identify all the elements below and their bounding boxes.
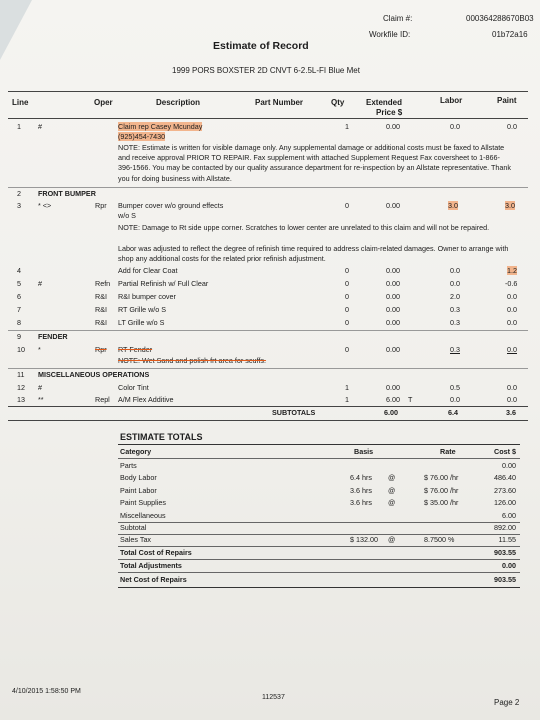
totals-row-miscellaneous (118, 511, 520, 522)
line-labor: 0.0 (450, 395, 460, 404)
section-rule (8, 330, 528, 331)
totals-rule (118, 572, 520, 573)
totals-rule (118, 559, 520, 560)
totals-header (118, 447, 520, 458)
line-description: RT Fender (118, 345, 153, 354)
at-sign: @ (388, 498, 396, 507)
totals-row-paint-supplies (118, 498, 520, 509)
oper-code: # (38, 122, 42, 131)
estimate-line-10 (0, 345, 540, 356)
cost: 6.00 (502, 511, 516, 520)
total-cost-row (118, 548, 520, 559)
workfile-id: 01b72a16 (492, 30, 528, 39)
rate: $ 76.00 /hr (424, 486, 459, 495)
estimate-line-13 (0, 395, 540, 406)
line-description: Bumper cover w/o ground effects (118, 201, 224, 210)
subtotal-bottom-rule (8, 420, 528, 421)
line-price: 0.00 (386, 201, 400, 210)
rate: $ 76.00 /hr (424, 473, 459, 482)
col-extended-price-2: Price $ (376, 108, 403, 117)
line-description: Partial Refinish w/ Full Clear (118, 279, 209, 288)
line-labor: 2.0 (450, 292, 460, 301)
line-number: 7 (17, 305, 21, 314)
line-price: 0.00 (386, 292, 400, 301)
line-description: Claim rep Casey Mcunday (118, 122, 203, 131)
note-wet-sand: NOTE: Wet Sand and polish frt area for scuffs. (118, 356, 266, 365)
line-number: 1 (17, 122, 21, 131)
cost: 11.55 (498, 535, 516, 544)
oper-code: * (38, 345, 41, 354)
line-price: 0.00 (386, 122, 400, 131)
basis: 3.6 hrs (350, 498, 372, 507)
cost: 486.40 (494, 473, 516, 482)
section-fender (0, 332, 540, 343)
subtotal-paint: 3.6 (506, 408, 516, 417)
estimate-line-5 (0, 279, 540, 290)
line-price: 6.00 (386, 395, 400, 404)
cost-header: Cost $ (494, 447, 516, 456)
basis: $ 132.00 (350, 535, 378, 544)
totals-row-parts (118, 461, 520, 472)
totals-header-rule (118, 458, 520, 459)
category-header: Category (120, 447, 152, 456)
line-price: 0.00 (386, 383, 400, 392)
subtotal-rule (8, 406, 528, 407)
total-adjustments-row (118, 561, 520, 572)
category: Paint Labor (120, 486, 157, 495)
total-cost-label: Total Cost of Repairs (120, 548, 192, 557)
category: Body Labor (120, 473, 157, 482)
totals-row-subtotal (118, 523, 520, 534)
totals-row-body-labor (118, 473, 520, 484)
at-sign: @ (388, 486, 396, 495)
line-labor: 3.0 (448, 201, 458, 210)
note-labor-adjusted: Labor was adjusted to reflect the degree of refinish time required to address claim-related damages. Owner to arrange with shop any additional costs for the related prior refinish adjustment. (118, 244, 509, 264)
section-label: FRONT BUMPER (38, 189, 96, 198)
col-description: Description (156, 98, 201, 107)
note-damage-rt-side: NOTE: Damage to Rt side uppe corner. Scratches to lower center are unrelated to this claim and will not be repaired. (118, 223, 490, 232)
line-price: 0.00 (386, 279, 400, 288)
category: Sales Tax (120, 535, 152, 544)
line-qty: 1 (345, 122, 349, 131)
oper-type: R&I (95, 292, 107, 301)
category: Subtotal (120, 523, 147, 532)
line-description: Add for Clear Coat (118, 266, 178, 275)
totals-bottom-rule (118, 587, 520, 588)
col-paint: Paint (497, 96, 517, 105)
col-labor: Labor (440, 96, 463, 105)
page-number: Page 2 (494, 698, 520, 707)
line-qty: 0 (345, 279, 349, 288)
line-number: 12 (17, 383, 25, 392)
line-number: 10 (17, 345, 25, 354)
oper-type: Rpr (95, 201, 107, 210)
oper-code: # (38, 279, 42, 288)
col-extended-price: Extended (366, 98, 403, 107)
oper-type: R&I (95, 305, 107, 314)
totals-row-sales-tax (118, 535, 520, 546)
vehicle-description: 1999 PORS BOXSTER 2D CNVT 6-2.5L-FI Blue Met (172, 66, 360, 75)
rate: 8.7500 % (424, 535, 455, 544)
line-number: 9 (17, 332, 21, 341)
estimate-line-4 (0, 266, 540, 277)
line-qty: 0 (345, 292, 349, 301)
cost: 892.00 (494, 523, 516, 532)
totals-top-rule (118, 444, 520, 445)
rate-header: Rate (440, 447, 456, 456)
cost: 0.00 (502, 461, 516, 470)
estimate-line-12 (0, 383, 540, 394)
estimate-line-7 (0, 305, 540, 316)
tax-flag: T (408, 395, 413, 404)
totals-row-paint-labor (118, 486, 520, 497)
note-estimate-visible-damage: NOTE: Estimate is written for visible damage only. Any supplemental damage or additional costs must be faxed to Allstate and receive approval PRIOR TO REPAIR. Fax supplement with attached Supplement Request Fax coversheet to 1-866-396-1566. You may be contacted by our quality assurance department for re-inspection by an Allstate representative. Thank you for doing business with Allstate. (118, 143, 512, 183)
rate: $ 35.00 /hr (424, 498, 459, 507)
oper-type: R&I (95, 318, 107, 327)
line-number: 5 (17, 279, 21, 288)
oper-type: Repl (95, 395, 110, 404)
line-qty: 1 (345, 383, 349, 392)
line-description: R&I bumper cover (118, 292, 176, 301)
net-cost-value: 903.55 (494, 575, 516, 584)
category: Parts (120, 461, 137, 470)
line-paint: 3.0 (505, 201, 515, 210)
line-labor: 0.0 (450, 122, 460, 131)
line-qty: 0 (345, 266, 349, 275)
line-paint: 0.0 (507, 345, 517, 354)
col-oper: Oper (94, 98, 113, 107)
line-number: 8 (17, 318, 21, 327)
col-qty: Qty (331, 98, 345, 107)
claim-number: 000364288670B03 (466, 14, 534, 23)
section-label: FENDER (38, 332, 68, 341)
oper-type: Refn (95, 279, 111, 288)
line-labor: 0.5 (450, 383, 460, 392)
estimate-totals-title: ESTIMATE TOTALS (120, 432, 203, 442)
document-id: 112537 (262, 694, 285, 701)
total-adjustments-value: 0.00 (502, 561, 516, 570)
col-part-number: Part Number (255, 98, 304, 107)
line-qty: 0 (345, 305, 349, 314)
line-paint: 0.0 (507, 122, 517, 131)
line-description: Color Tint (118, 383, 149, 392)
oper-code: # (38, 383, 42, 392)
basis-header: Basis (354, 447, 374, 456)
estimate-line-8 (0, 318, 540, 329)
line-labor: 0.3 (450, 305, 460, 314)
print-datetime: 4/10/2015 1:58:50 PM (12, 688, 81, 695)
line-price: 0.00 (386, 305, 400, 314)
oper-code: ** (38, 395, 44, 404)
total-adjustments-label: Total Adjustments (120, 561, 182, 570)
line-qty: 1 (345, 395, 349, 404)
line-number: 2 (17, 189, 21, 198)
claim-label: Claim #: (383, 14, 413, 23)
col-line: Line (12, 98, 29, 107)
estimate-line-6 (0, 292, 540, 303)
cost: 126.00 (494, 498, 516, 507)
line-paint: 0.0 (507, 305, 517, 314)
estimate-line-1 (0, 122, 540, 133)
oper-type: Rpr (95, 345, 107, 354)
category: Miscellaneous (120, 511, 166, 520)
section-front-bumper (0, 189, 540, 200)
line-paint: 1.2 (507, 266, 517, 275)
totals-rule (118, 546, 520, 547)
line-number: 3 (17, 201, 21, 210)
oper-code: * <> (38, 201, 52, 210)
line-description: LT Grille w/o S (118, 318, 165, 327)
line-price: 0.00 (386, 345, 400, 354)
total-cost-value: 903.55 (494, 548, 516, 557)
workfile-label: Workfile ID: (369, 30, 411, 39)
line-description: RT Grille w/o S (118, 305, 167, 314)
line-paint: -0.6 (505, 279, 518, 288)
basis: 6.4 hrs (350, 473, 372, 482)
line-number: 6 (17, 292, 21, 301)
line-description: A/M Flex Additive (118, 395, 174, 404)
line-number: 4 (17, 266, 21, 275)
line-labor: 0.3 (450, 318, 460, 327)
line-labor: 0.0 (450, 266, 460, 275)
subtotal-labor: 6.4 (448, 408, 458, 417)
line-price: 0.00 (386, 266, 400, 275)
page-title: Estimate of Record (213, 40, 309, 52)
net-cost-label: Net Cost of Repairs (120, 575, 187, 584)
net-cost-row (118, 575, 520, 586)
line-number: 11 (17, 370, 25, 379)
section-misc-operations (0, 370, 540, 381)
line-paint: 0.0 (507, 318, 517, 327)
claim-rep-phone: (925)454-7430 (118, 132, 166, 141)
section-rule (8, 187, 528, 188)
section-rule (8, 368, 528, 369)
cost: 273.60 (494, 486, 516, 495)
line-qty: 0 (345, 201, 349, 210)
subtotal-price: 6.00 (384, 408, 398, 417)
line-paint: 0.0 (507, 395, 517, 404)
line-paint: 0.0 (507, 292, 517, 301)
line-labor: 0.0 (450, 279, 460, 288)
line-qty: 0 (345, 345, 349, 354)
subtotals-label: SUBTOTALS (272, 408, 316, 417)
estimate-line-3 (0, 201, 540, 212)
at-sign: @ (388, 535, 396, 544)
line-paint: 0.0 (507, 383, 517, 392)
line-description-2: w/o S (118, 211, 136, 220)
header-bottom-rule (8, 118, 528, 119)
at-sign: @ (388, 473, 396, 482)
header-top-rule (8, 91, 528, 92)
line-labor: 0.3 (450, 345, 460, 354)
subtotals-row (0, 408, 540, 419)
line-qty: 0 (345, 318, 349, 327)
basis: 3.6 hrs (350, 486, 372, 495)
line-number: 13 (17, 395, 25, 404)
line-price: 0.00 (386, 318, 400, 327)
section-label: MISCELLANEOUS OPERATIONS (38, 370, 150, 379)
category: Paint Supplies (120, 498, 166, 507)
page-fold (0, 0, 32, 60)
